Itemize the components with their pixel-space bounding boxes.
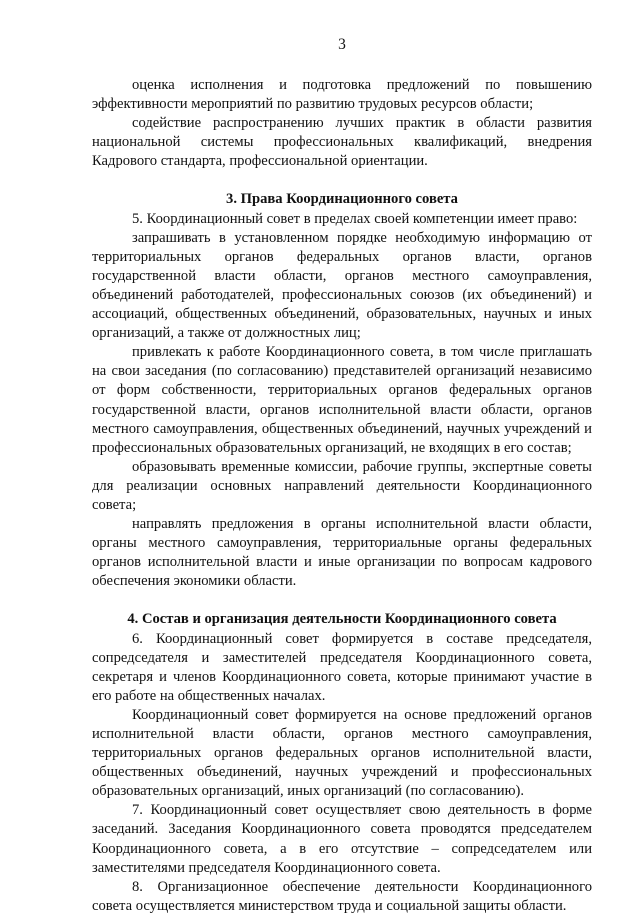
paragraph: Координационный совет формируется на основе предложений органов исполнительной власти области, органов местного самоуправления, территориальных органов федеральных органов исполнительной власти, общественных объединений, научных учреждений и профессиональных образовательных организаций, иных организаций (по согласованию). <box>92 706 592 800</box>
paragraph: запрашивать в установленном порядке необходимую информацию от территориальных органов федеральных органов власти, органов государственной власти области, органов местного самоуправления, объединений работодателей, профессиональных союзов (их объединений) и ассоциаций, общественных объединений, образовательных, научных и иных организаций, а также от должностных лиц; <box>92 229 592 342</box>
section-heading-composition: 4. Состав и организация деятельности Координационного совета <box>127 611 557 628</box>
paragraph: 5. Координационный совет в пределах своей компетенции имеет право: <box>132 210 578 227</box>
paragraph: привлекать к работе Координационного совета, в том числе приглашать на свои заседания (по согласованию) представителей организаций независимо от форм собственности, территориальных органов федеральных органов государственной власти, органов исполнительной власти области, органов местного самоуправления, общественных объединений, научных учреждений и профессиональных образовательных организаций, не входящих в его состав; <box>92 344 592 456</box>
paragraph: направлять предложения в органы исполнительной власти области, органы местного самоуправления, территориальные органы федеральных органов исполнительной власти и иные организации по вопросам кадрового обеспечения экономики области. <box>92 516 592 590</box>
section-heading-rights: 3. Права Координационного совета <box>226 191 458 208</box>
paragraph: 7. Координационный совет осуществляет свою деятельность в форме заседаний. Заседания Координационного совета проводятся председателем Координационного совета, а в его отсутствие – сопредседателем или заместителями председателя Координационного совета. <box>92 802 592 876</box>
paragraph: 6. Координационный совет формируется в составе председателя, сопредседателя и заместителей председателя Координационного совета, секретаря и членов Координационного совета, которые принимают участие в его работе на общественных началах. <box>92 630 592 704</box>
paragraph: образовывать временные комиссии, рабочие группы, экспертные советы для реализации основных направлений деятельности Координационного совета; <box>92 458 592 513</box>
paragraph: оценка исполнения и подготовка предложений по повышению эффективности мероприятий по развитию трудовых ресурсов области; <box>92 77 592 113</box>
paragraph: содействие распространению лучших практик в области развития национальной системы профессиональных квалификаций, внедрения Кадрового стандарта, профессиональной ориентации. <box>92 115 592 170</box>
paragraph: 8. Организационное обеспечение деятельности Координационного совета осуществляется министерством труда и социальной защиты области. <box>92 878 592 914</box>
page-number: 3 <box>338 36 346 53</box>
